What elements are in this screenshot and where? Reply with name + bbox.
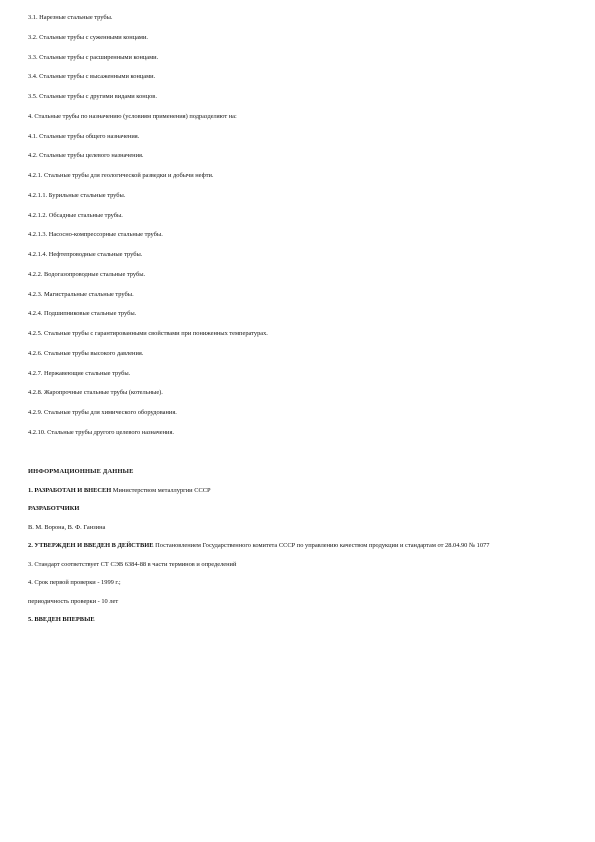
info-authors-heading: РАЗРАБОТЧИКИ: [28, 505, 80, 512]
info-introduced: 5. ВВЕДЕН ВПЕРВЫЕ: [28, 616, 95, 623]
list-item: 4. Стальные трубы по назначению (условиям применения) подразделяют на:: [28, 112, 237, 120]
info-authors: В. М. Ворона, В. Ф. Ганзина: [28, 523, 106, 531]
list-item: 4.2.1.3. Насосно-компрессорные стальные трубы.: [28, 231, 163, 239]
info-developed-label: 1. РАЗРАБОТАН И ВНЕСЕН: [28, 486, 112, 494]
list-item: 4.2.3. Магистральные стальные трубы.: [28, 290, 134, 298]
list-item: 4.2.5. Стальные трубы с гарантированными свойствами при пониженных температурах.: [28, 330, 268, 337]
info-developed: [28, 487, 568, 495]
list-item: 4.2.10. Стальные трубы другого целевого назначения.: [28, 428, 174, 436]
info-approved: [28, 542, 568, 550]
list-item: 4.1. Стальные трубы общего назначения.: [28, 132, 140, 140]
list-item: 4.2.9. Стальные трубы для химического оборудования.: [28, 409, 177, 416]
info-approved-text: Постановлением Государственного комитета СССР по управлению качеством продукции и стандартам от 28.04.90 № 1077: [153, 542, 490, 549]
list-item: 3.5. Стальные трубы с другими видами концов.: [28, 93, 157, 100]
classification-list: [28, 14, 568, 449]
list-item: 4.2.7. Нержавеющие стальные трубы.: [28, 369, 131, 377]
list-item: 4.2.8. Жаропрочные стальные трубы (котельные).: [28, 389, 163, 397]
info-conformity: 3. Стандарт соответствует СТ СЭВ 6384-88 в части терминов и определений: [28, 560, 237, 568]
list-item: 4.2.2. Водогазопроводные стальные трубы.: [28, 270, 146, 278]
list-item: 3.2. Стальные трубы с суженными концами.: [28, 33, 148, 41]
info-section: [28, 468, 568, 635]
list-item: 4.2.1. Стальные трубы для геологической разведки и добычи нефти.: [28, 172, 214, 179]
list-item: 4.2. Стальные трубы целевого назначения.: [28, 152, 144, 160]
info-check-period: периодичность проверки - 10 лет: [28, 597, 119, 605]
list-item: 4.2.4. Подшипниковые стальные трубы.: [28, 310, 137, 318]
list-item: 4.2.1.1. Бурильные стальные трубы.: [28, 191, 126, 199]
list-item: 3.1. Нарезные стальные трубы.: [28, 14, 113, 21]
info-first-check: 4. Срок первой проверки - 1999 г.;: [28, 579, 121, 586]
info-approved-label: 2. УТВЕРЖДЕН И ВВЕДЕН В ДЕЙСТВИЕ: [28, 542, 154, 549]
list-item: 4.2.1.4. Нефтепроводные стальные трубы.: [28, 251, 143, 258]
list-item: 4.2.6. Стальные трубы высокого давления.: [28, 349, 144, 357]
info-heading: ИНФОРМАЦИОННЫЕ ДАННЫЕ: [28, 468, 134, 475]
info-developed-text: Министерством металлургии СССР: [111, 486, 211, 494]
list-item: 4.2.1.2. Обсадные стальные трубы.: [28, 211, 123, 219]
list-item: 3.4. Стальные трубы с высаженными концами.: [28, 73, 156, 81]
list-item: 3.3. Стальные трубы с расширенными концами.: [28, 53, 159, 61]
